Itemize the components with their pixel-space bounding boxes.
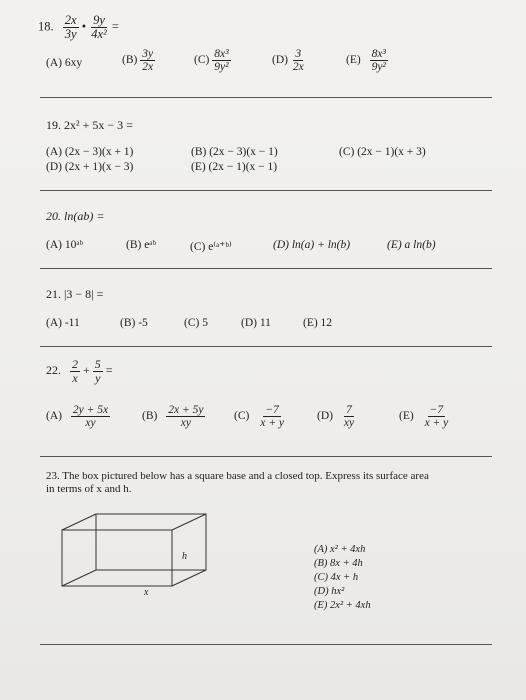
question-22 (46, 358, 113, 384)
denominator: 9y² (214, 61, 229, 74)
q22-option-e[interactable] (399, 404, 450, 429)
option-fraction (71, 404, 110, 429)
numerator: 2 (72, 357, 78, 371)
divider (40, 644, 492, 645)
denominator: 2x (142, 61, 154, 74)
plus-sign: + (83, 362, 90, 377)
denominator: 2x (292, 61, 304, 74)
divider (40, 346, 492, 347)
numerator: 2x (64, 13, 77, 27)
q20-option-d[interactable]: (D) ln(a) + ln(b) (273, 239, 351, 251)
q20-option-e[interactable]: (E) a ln(b) (387, 239, 436, 251)
option-fraction (291, 48, 306, 73)
box-label-x: x (144, 587, 149, 598)
q20-option-a[interactable]: (A) 10ᵃᵇ (46, 239, 84, 251)
denominator: x + y (424, 417, 449, 430)
q22-option-a[interactable] (46, 404, 110, 429)
denominator: 9y² (371, 61, 386, 74)
divider (40, 190, 492, 191)
q20-option-b[interactable]: (B) eᵃᵇ (126, 239, 157, 251)
q18-option-e[interactable] (346, 48, 388, 73)
divider (40, 97, 492, 98)
numerator: 7 (346, 404, 352, 416)
multiply-dot: • (81, 19, 87, 34)
q22-option-c[interactable] (234, 404, 286, 429)
numerator: −7 (265, 404, 279, 416)
denominator: 4x² (91, 27, 107, 42)
q21-option-e[interactable]: (E) 12 (303, 317, 333, 329)
numerator: 2x + 5y (168, 404, 204, 416)
numerator: 8x³ (214, 48, 229, 60)
denominator: y (95, 370, 101, 385)
denominator: x + y (260, 417, 284, 430)
numerator: −7 (429, 404, 444, 416)
option-fraction (166, 404, 205, 429)
q21-option-d[interactable]: (D) 11 (241, 317, 271, 329)
q19-option-e[interactable]: (E) (2x − 1)(x − 1) (191, 161, 278, 173)
q18-option-b[interactable] (122, 48, 155, 73)
q18-option-c[interactable] (194, 48, 231, 73)
option-label: (E) (399, 410, 414, 423)
box-diagram (56, 508, 256, 598)
box-edge (172, 570, 206, 586)
q23-option-c[interactable]: (C) 4x + h (314, 572, 359, 583)
divider (40, 268, 492, 269)
question-21-stem: 21. |3 − 8| = (46, 287, 104, 301)
q18-option-a[interactable]: (A) 6xy (46, 57, 83, 69)
numerator: 8x³ (371, 48, 386, 60)
option-fraction (140, 48, 155, 73)
option-label: (A) (46, 410, 62, 423)
fraction-2x-over-3y (63, 14, 79, 41)
numerator: 5 (94, 357, 101, 371)
equals-sign: = (111, 19, 119, 34)
divider (40, 456, 492, 457)
box-edge (172, 514, 206, 530)
option-label: (E) (346, 54, 361, 67)
option-fraction (370, 48, 388, 73)
fraction-2-over-x (70, 358, 80, 384)
option-label: (D) (317, 410, 333, 423)
denominator: xy (343, 417, 355, 430)
fraction-9y-over-4x2 (89, 14, 109, 41)
denominator: x (72, 370, 78, 385)
question-18 (38, 14, 119, 41)
denominator: 3y (64, 27, 77, 42)
box-edge (62, 570, 96, 586)
fraction-5-over-y (93, 358, 103, 384)
q21-option-a[interactable]: (A) -11 (46, 317, 80, 329)
q23-option-b[interactable]: (B) 8x + 4h (314, 558, 363, 569)
q21-option-c[interactable]: (C) 5 (184, 317, 208, 329)
option-label: (B) (122, 54, 138, 67)
q19-option-a[interactable]: (A) (2x − 3)(x + 1) (46, 146, 134, 158)
numerator: 3y (142, 48, 154, 60)
question-23-stem-line1: 23. The box pictured below has a square base and a closed top. Express its surface area (46, 470, 429, 482)
box-back-face (96, 514, 206, 570)
option-label: (D) (272, 54, 288, 67)
question-number: 18. (38, 19, 54, 34)
numerator: 2y + 5x (72, 404, 109, 416)
option-fraction (258, 404, 286, 429)
option-fraction (212, 48, 230, 73)
option-label: (B) (142, 410, 158, 423)
q19-option-d[interactable]: (D) (2x + 1)(x − 3) (46, 161, 134, 173)
q22-option-d[interactable] (317, 404, 356, 429)
question-23-stem-line2: in terms of x and h. (46, 483, 132, 495)
q18-option-d[interactable] (272, 48, 306, 73)
question-number: 22. (46, 362, 61, 377)
q22-option-b[interactable] (142, 404, 205, 429)
numerator: 3 (295, 48, 302, 60)
numerator: 9y (93, 13, 105, 27)
denominator: xy (85, 417, 96, 430)
question-20-stem: 20. ln(ab) = (46, 209, 105, 223)
q19-option-c[interactable]: (C) (2x − 1)(x + 3) (339, 146, 426, 158)
equals-sign: = (105, 362, 113, 377)
q23-option-d[interactable]: (D) hx² (314, 586, 345, 597)
option-label: (C) (234, 410, 250, 423)
box-edge (62, 514, 96, 530)
option-label: (C) (194, 54, 210, 67)
q21-option-b[interactable]: (B) -5 (120, 317, 148, 329)
box-front-face (62, 530, 172, 586)
q20-option-c[interactable]: (C) e⁽ᵃ⁺ᵇ⁾ (190, 241, 232, 253)
option-fraction (423, 404, 451, 429)
q23-option-e[interactable]: (E) 2x² + 4xh (314, 600, 371, 611)
box-label-h: h (182, 551, 187, 562)
question-19-stem: 19. 2x² + 5x − 3 = (46, 118, 133, 132)
q19-option-b[interactable]: (B) (2x − 3)(x − 1) (191, 146, 278, 158)
option-fraction (342, 404, 356, 429)
q23-option-a[interactable]: (A) x² + 4xh (314, 544, 366, 555)
denominator: xy (180, 417, 191, 430)
